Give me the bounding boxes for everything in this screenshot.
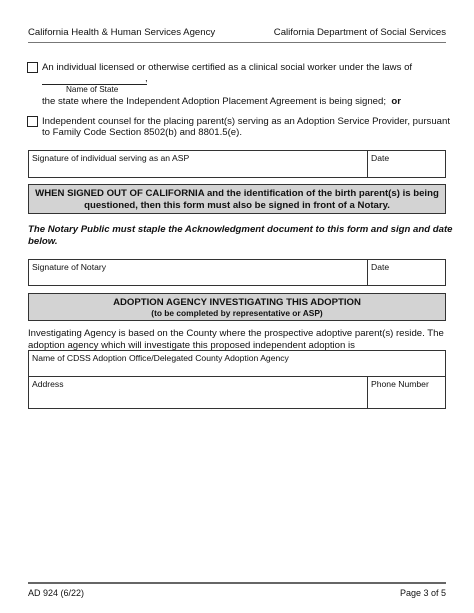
investigating-agency-text: Investigating Agency is based on the County where the prospective adoptive parent(s) reside. The adoption agency which will investigate this proposed independent adoption is [28, 328, 444, 351]
notary-signature-field[interactable] [28, 259, 368, 286]
agency-address-label: Address [32, 379, 64, 389]
notary-date-label: Date [371, 262, 390, 272]
independent-counsel-checkbox[interactable] [27, 116, 38, 127]
asp-signature-field[interactable] [28, 150, 368, 178]
asp-date-label: Date [371, 153, 390, 163]
agency-name: California Health & Human Services Agency [28, 27, 216, 38]
state-name-label: Name of State [66, 85, 119, 94]
agency-phone-field[interactable] [367, 376, 446, 409]
agency-address-field[interactable] [28, 376, 368, 409]
notary-requirement-banner: WHEN SIGNED OUT OF CALIFORNIA and the identification of the birth parent(s) is being questioned, then this form must also be signed in front of a Notary. [28, 184, 446, 214]
header-divider [28, 42, 446, 43]
asp-date-field[interactable] [367, 150, 446, 178]
adoption-agency-banner: ADOPTION AGENCY INVESTIGATING THIS ADOPTION (to be completed by representative or ASP) [28, 293, 446, 321]
counsel-option-line1: Independent counsel for the placing parent(s) serving as an Adoption Service Provider, pursuant [42, 116, 450, 127]
form-id: AD 924 (6/22) [28, 588, 85, 598]
clinical-option-line2: the state where the Independent Adoption Placement Agreement is being signed; or [42, 96, 401, 107]
agency-name-field[interactable] [28, 350, 446, 377]
asp-signature-label: Signature of individual serving as an ASP [32, 153, 190, 163]
agency-phone-label: Phone Number [371, 379, 429, 389]
department-name: California Department of Social Services [273, 27, 446, 38]
footer-divider [28, 582, 446, 584]
or-text: or [391, 96, 401, 107]
clinical-option-line1: An individual licensed or otherwise certified as a clinical social worker under the laws of [42, 62, 413, 73]
notary-signature-label: Signature of Notary [32, 262, 107, 272]
counsel-option-line2: to Family Code Section 8502(b) and 8801.5(e). [42, 127, 242, 138]
clinical-social-worker-checkbox[interactable] [27, 62, 38, 73]
agency-name-label: Name of CDSS Adoption Office/Delegated County Adoption Agency [32, 353, 289, 363]
notary-date-field[interactable] [367, 259, 446, 286]
notary-instruction: The Notary Public must staple the Acknowledgment document to this form and sign and date below. [28, 224, 453, 247]
page-number: Page 3 of 5 [399, 588, 446, 598]
